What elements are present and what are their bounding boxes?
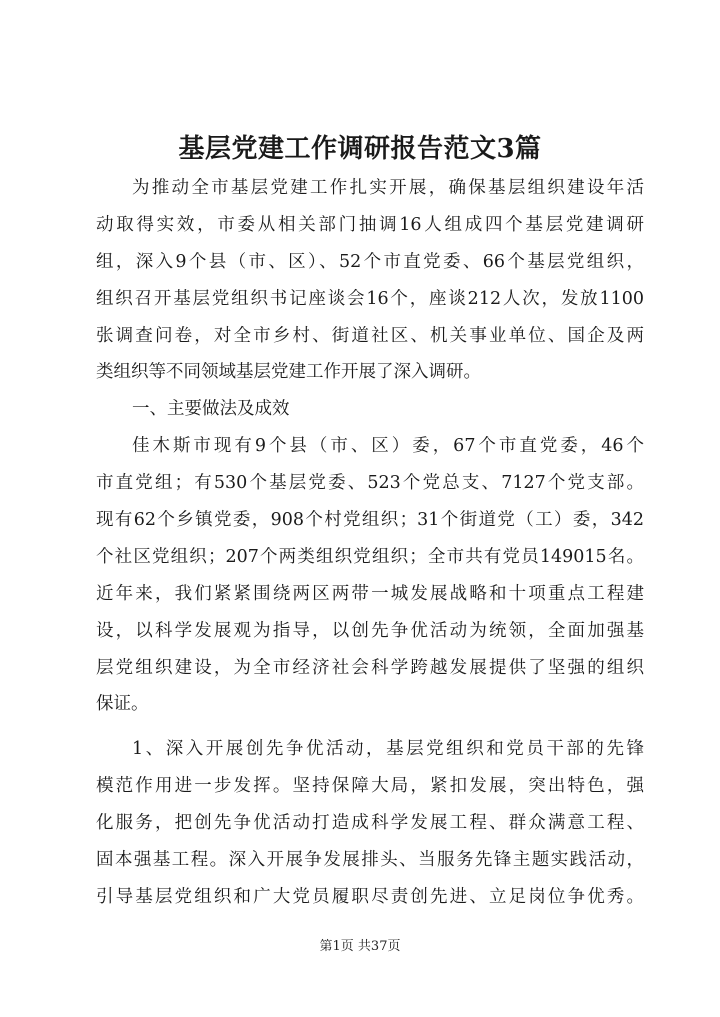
document-title: 基层党建工作调研报告范文3篇: [178, 134, 542, 164]
text-line: 市直党组；有530个基层党委、523个党总支、7127个党支部。: [96, 473, 644, 494]
text-line: 组织召开基层党组织书记座谈会16个，座谈212人次，发放1100: [96, 288, 644, 309]
text-line: 固本强基工程。深入开展争发展排头、当服务先锋主题实践活动，: [96, 850, 644, 871]
text-line: 近年来，我们紧紧围绕两区两带一城发展战略和十项重点工程建: [96, 583, 644, 604]
section-heading: [96, 391, 644, 428]
text-line: 模范作用进一步发挥。坚持保障大局，紧扣发展，突出特色，强: [96, 776, 644, 797]
text-line: 引导基层党组织和广大党员履职尽责创先进、立足岗位争优秀。: [96, 886, 644, 907]
text-line: 层党组织建设，为全市经济社会科学跨越发展提供了坚强的组织: [96, 657, 644, 678]
paragraph-item-1: [96, 731, 644, 915]
section-heading-text: 一、主要做法及成效: [132, 399, 290, 420]
text-line: 化服务，把创先争优活动打造成科学发展工程、群众满意工程、: [96, 813, 644, 834]
paragraph-intro: [96, 170, 644, 391]
text-line: 佳木斯市现有9个县（市、区）委，67个市直党委，46个: [132, 436, 644, 457]
text-line: 设，以科学发展观为指导，以创先争优活动为统领，全面加强基: [96, 620, 644, 641]
text-line: 个社区党组织；207个两类组织党组织；全市共有党员149015名。: [96, 546, 644, 567]
document-body: [96, 170, 644, 916]
paragraph-overview: [96, 428, 644, 723]
paragraph-spacer: [96, 723, 644, 731]
text-line: 张调查问卷，对全市乡村、街道社区、机关事业单位、国企及两: [96, 325, 644, 346]
text-line: 保证。: [96, 694, 149, 715]
text-line: 现有62个乡镇党委，908个村党组织；31个街道党（工）委，342: [96, 510, 644, 531]
text-line: 动取得实效，市委从相关部门抽调16人组成四个基层党建调研: [96, 214, 644, 235]
text-line: 1、深入开展创先争优活动，基层党组织和党员干部的先锋: [132, 739, 644, 760]
text-line: 为推动全市基层党建工作扎实开展，确保基层组织建设年活: [132, 178, 644, 198]
text-line: 组，深入9个县（市、区）、52个市直党委、66个基层党组织，: [96, 251, 644, 272]
text-line: 类组织等不同领域基层党建工作开展了深入调研。: [96, 362, 481, 383]
page-number: 第1页 共37页: [319, 939, 401, 954]
